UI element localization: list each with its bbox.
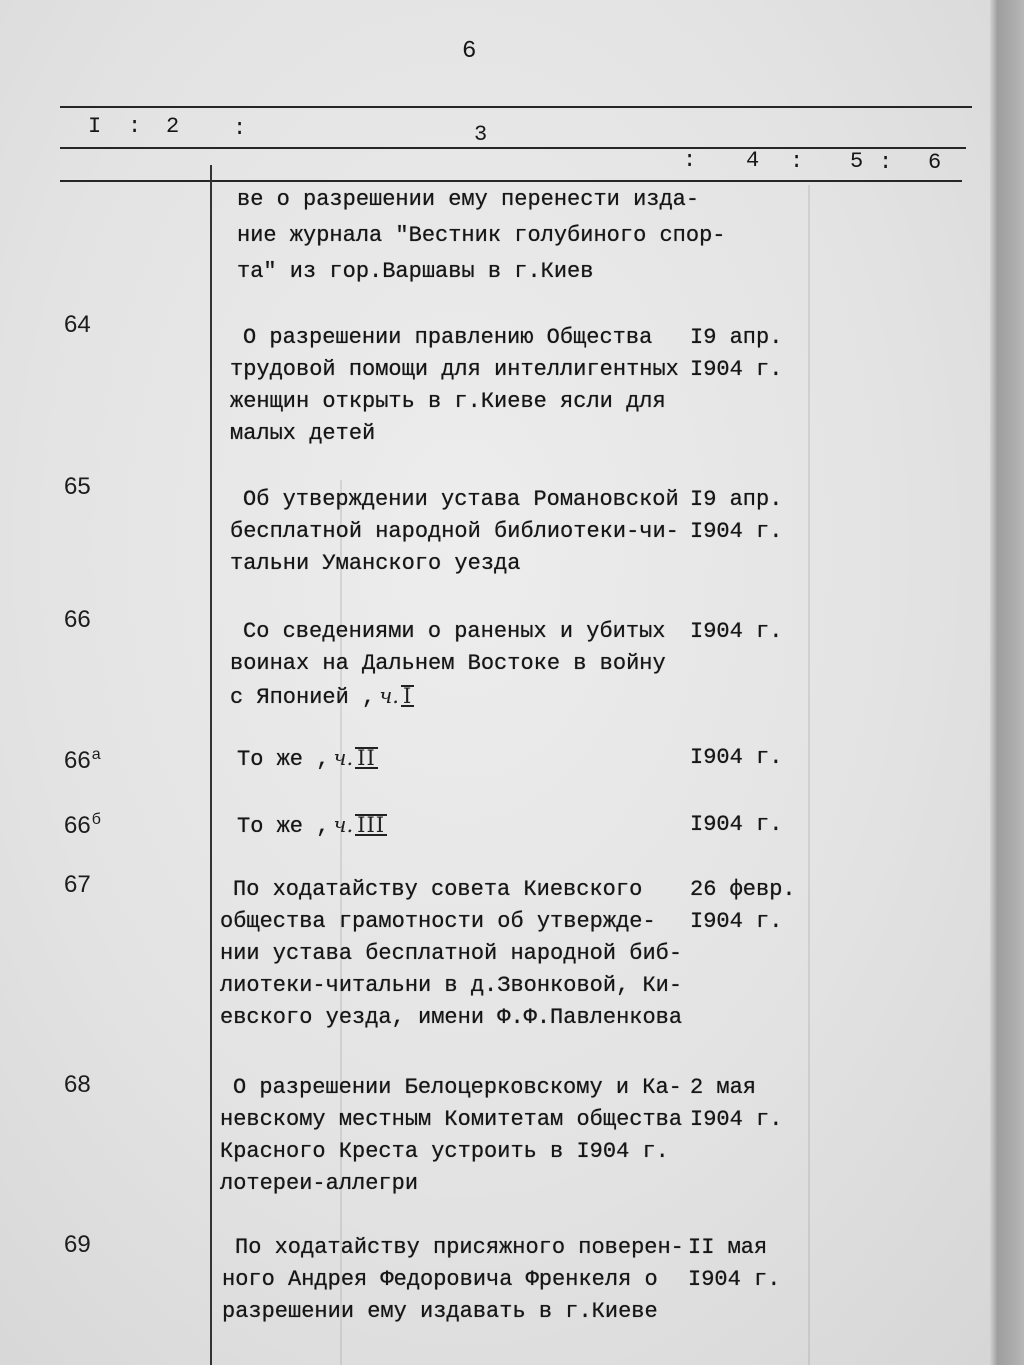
- entry-date-line: I904 г.: [690, 357, 783, 382]
- header-col-1: I: [88, 114, 102, 139]
- entry-title-line: По ходатайству присяжного поверен-: [235, 1235, 684, 1260]
- entry-number-value: 67: [64, 871, 91, 898]
- header-rule-middle: [60, 147, 966, 149]
- header-col-5: 5: [850, 149, 864, 174]
- entry-date-line: I904 г.: [690, 812, 783, 837]
- handwritten-part-numeral: II: [357, 746, 376, 770]
- entry-title-line: [230, 680, 666, 714]
- entry-title-line: общества грамотности об утвержде-: [220, 909, 656, 934]
- entry-number-value: 68: [64, 1071, 91, 1098]
- column-divider: [210, 165, 212, 1365]
- page-number: 6: [462, 38, 477, 65]
- entry-title-line: разрешении ему издавать в г.Киеве: [222, 1299, 658, 1324]
- entry-number-value: 66: [64, 812, 91, 839]
- entry-title-line: лотереи-аллегри: [220, 1171, 419, 1196]
- entry-title-line: ве о разрешении ему перенести изда-: [237, 187, 700, 212]
- entry-number-value: 69: [64, 1231, 91, 1258]
- entry-title-line: нии устава бесплатной народной биб-: [220, 941, 683, 966]
- bleed-through-line: [808, 185, 810, 1365]
- entry-title-line: Красного Креста устроить в I904 г.: [220, 1139, 669, 1164]
- entry-title-line: Со сведениями о раненых и убитых: [243, 619, 666, 644]
- entry-number-suffix: б: [91, 811, 101, 828]
- entry-date-line: II мая: [688, 1235, 768, 1260]
- entry-number: [64, 1230, 91, 1260]
- entry-title-line: трудовой помощи для интеллигентных: [230, 357, 679, 382]
- entry-date-line: 2 мая: [690, 1075, 757, 1100]
- entry-date: [690, 874, 796, 938]
- entry-title: [230, 322, 679, 450]
- entry-number-value: 64: [64, 311, 91, 338]
- entry-date: [690, 484, 782, 548]
- entry-number: [64, 605, 91, 635]
- entry-number: [64, 310, 91, 340]
- entry-title-line: ние журнала "Вестник голубиного спор-: [237, 223, 726, 248]
- entry-title-line: женщин открыть в г.Киеве ясли для: [230, 389, 666, 414]
- entry-title-text: с Японией ,: [230, 685, 376, 710]
- entry-title-line: тальни Уманского уезда: [230, 551, 521, 576]
- header-rule-top: [60, 106, 972, 108]
- entry-title-line: О разрешении Белоцерковскому и Ка-: [233, 1075, 682, 1100]
- entry-number-suffix: а: [91, 746, 101, 763]
- entry-number-value: 65: [64, 473, 91, 500]
- entry-title: [237, 742, 378, 776]
- entry-title: [237, 182, 725, 290]
- entry-title-line: [237, 742, 378, 776]
- entry-title-line: По ходатайству совета Киевского: [233, 877, 643, 902]
- entry-title-text: То же ,: [237, 747, 330, 772]
- handwritten-part-prefix: ч.: [379, 684, 399, 708]
- entry-date-line: 26 февр.: [690, 877, 796, 902]
- header-separator: :: [233, 116, 247, 141]
- entry-number-value: 66: [64, 606, 91, 633]
- entry-title-line: лиотеки-читальни в д.Звонковой, Ки-: [220, 973, 683, 998]
- entry-number: [64, 1070, 91, 1100]
- header-col-2: 2: [166, 114, 180, 139]
- entry-date: [690, 1072, 782, 1136]
- entry-title: [220, 1072, 682, 1200]
- entry-title-line: евского уезда, имени Ф.Ф.Павленкова: [220, 1005, 683, 1030]
- entry-date: [690, 616, 782, 648]
- entry-title-line: Об утверждении устава Романовской: [243, 487, 679, 512]
- handwritten-part-prefix: ч.: [333, 746, 354, 770]
- header-separator: :: [879, 150, 893, 175]
- handwritten-part-numeral: I: [402, 684, 413, 708]
- entry-date-line: I9 апр.: [690, 325, 783, 350]
- header-separator: :: [683, 148, 697, 173]
- header-col-4: 4: [746, 148, 760, 173]
- entry-date-line: I904 г.: [690, 1107, 783, 1132]
- entry-date: [688, 1232, 780, 1296]
- entry-date-line: I904 г.: [688, 1267, 781, 1292]
- header-separator: :: [790, 149, 804, 174]
- entry-title-line: [237, 809, 387, 843]
- entry-date: [690, 809, 782, 841]
- handwritten-part-numeral: III: [357, 813, 386, 837]
- entry-title: [230, 484, 679, 580]
- page-edge-shadow: [990, 0, 1024, 1365]
- entry-title-text: То же ,: [237, 814, 330, 839]
- handwritten-part-label: [379, 684, 414, 708]
- entry-title-line: невскому местным Комитетам общества: [220, 1107, 683, 1132]
- entry-title: [237, 809, 387, 843]
- entry-date-line: I904 г.: [690, 619, 783, 644]
- entry-number: [64, 870, 91, 900]
- handwritten-part-label: [333, 813, 387, 837]
- handwritten-part-prefix: ч.: [333, 813, 354, 837]
- handwritten-part-label: [333, 746, 377, 770]
- header-separator: :: [128, 114, 142, 139]
- entry-title-line: бесплатной народной библиотеки-чи-: [230, 519, 679, 544]
- entry-title-line: ного Андрея Федоровича Френкеля о: [222, 1267, 658, 1292]
- entry-title-line: та" из гор.Варшавы в г.Киев: [237, 259, 594, 284]
- entry-date: [690, 322, 782, 386]
- entry-title: [222, 1232, 684, 1328]
- entry-date-line: I904 г.: [690, 519, 783, 544]
- entry-title-line: малых детей: [230, 421, 376, 446]
- entry-title-line: воинах на Дальнем Востоке в войну: [230, 651, 666, 676]
- entry-number-value: 66: [64, 747, 91, 774]
- entry-number: [64, 740, 101, 776]
- entry-number: [64, 472, 91, 502]
- header-col-6: 6: [928, 150, 942, 175]
- entry-title-line: О разрешении правлению Общества: [243, 325, 653, 350]
- entry-date-line: I9 апр.: [690, 487, 783, 512]
- entry-date-line: I904 г.: [690, 909, 783, 934]
- entry-date: [690, 742, 782, 774]
- entry-title: [220, 874, 682, 1034]
- entry-date-line: I904 г.: [690, 745, 783, 770]
- entry-title: [230, 616, 666, 714]
- header-col-3: 3: [474, 122, 488, 147]
- entry-number: [64, 805, 101, 841]
